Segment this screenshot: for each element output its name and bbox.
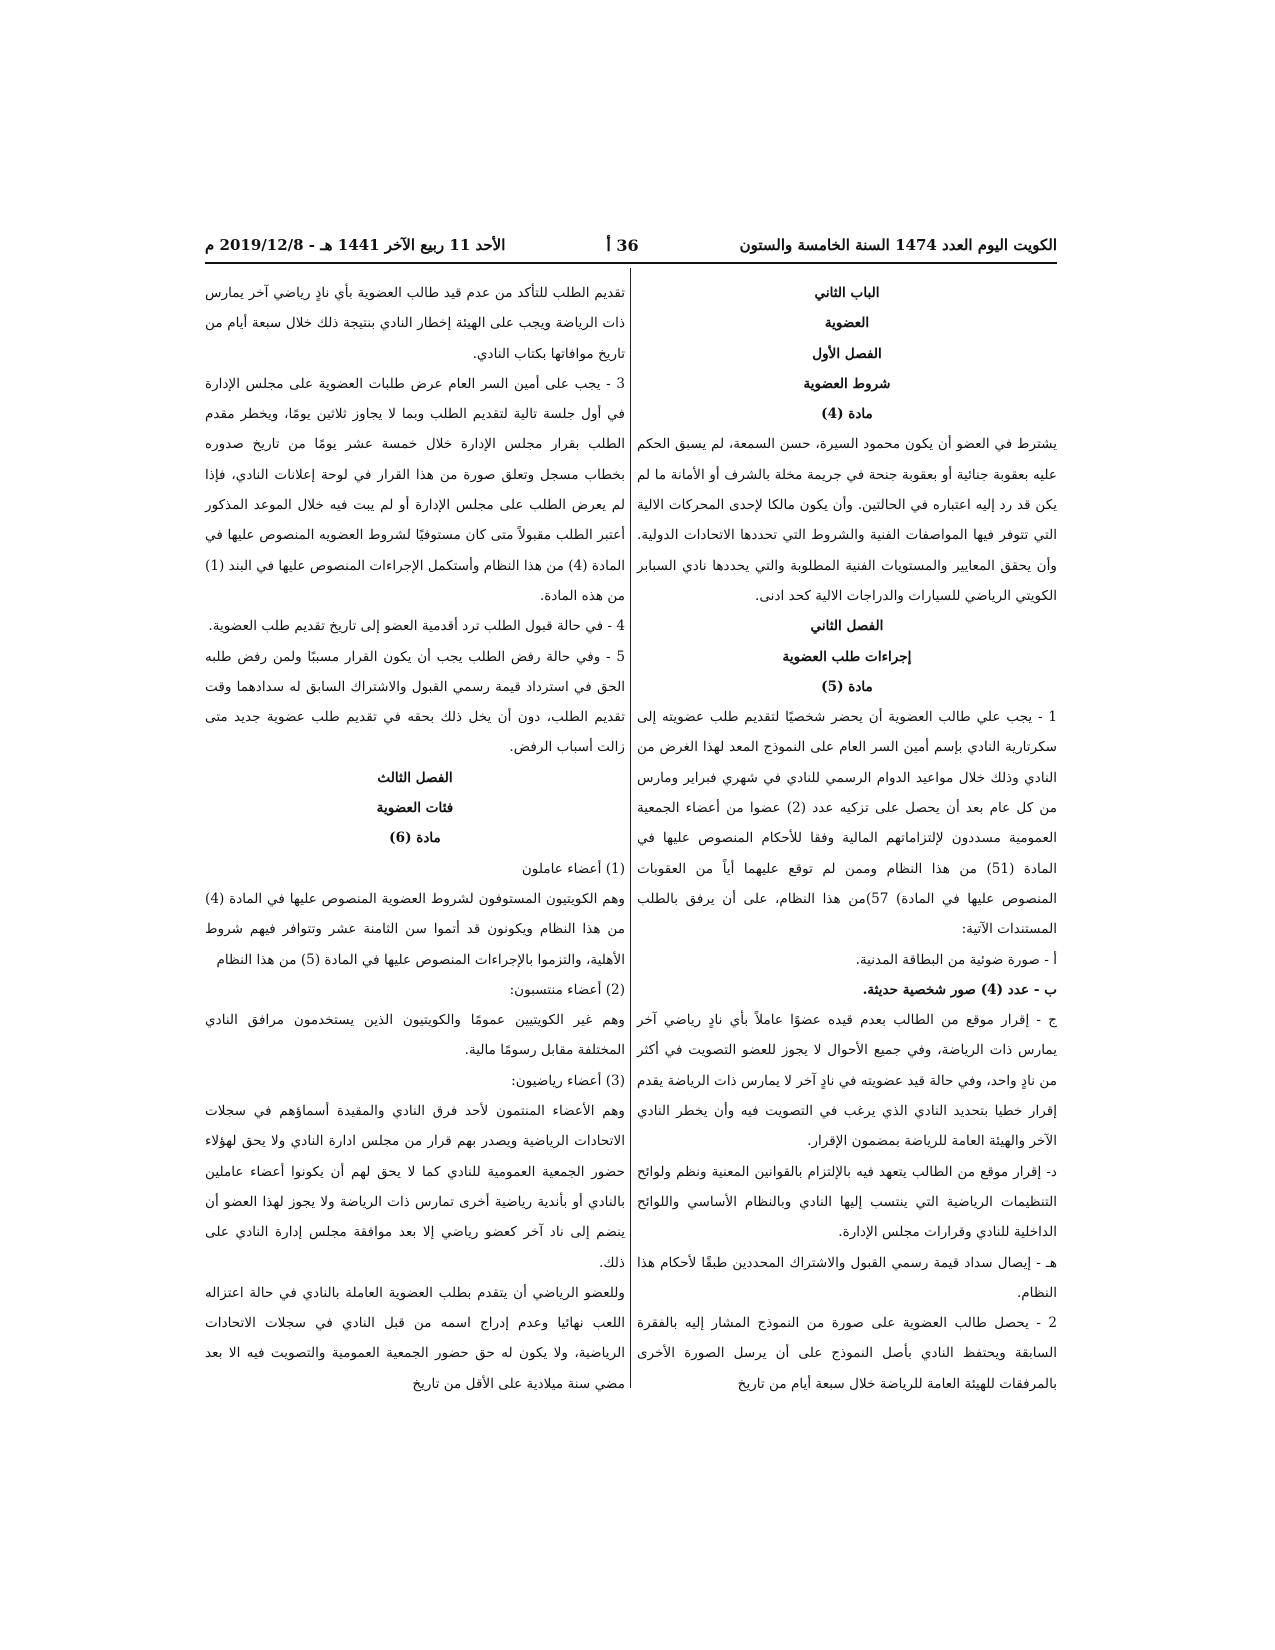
header-date: الأحد 11 ربيع الآخر 1441 هـ - 2019/12/8 م <box>205 236 506 254</box>
left-column-paragraph: وهم الكويتيون المستوفون لشروط العضوية المنصوص عليها في المادة (4) من هذا النظام ويكونون قد أتموا سن الثامنة عشر وتتوافر فيهم شروط الأهلية، والتزموا بالإجراءات المنصوص عليها في المادة (5) من هذا النظام <box>205 890 625 968</box>
right-column-paragraph: ج - إقرار موقع من الطالب بعدم قيده عضوًا عاملاً بأي نادٍ رياضي آخر يمارس ذات الرياضة، وفي جميع الأحوال لا يجوز للعضو التصويت في أكثر من نادٍ واحد، وفي حالة قيد عضويته في نادٍ آخر لا يمارس ذات الرياضة يقدم إقرار خطيا بتحديد النادي الذي يرغب في التصويت فيه وأن يخطر النادي الآخر والهيئة العامة للرياضة بمضمون الإقرار. <box>637 1012 1057 1150</box>
right-column-paragraph: أ - صورة ضوئية من البطاقة المدنية. <box>855 951 1057 968</box>
header-issue: الكويت اليوم العدد 1474 السنة الخامسة والستون <box>739 236 1057 254</box>
right-column-paragraph: شروط العضوية <box>803 375 891 392</box>
header-page-number: 36 أ <box>606 235 639 255</box>
right-column-paragraph: 1 - يجب علي طالب العضوية أن يحضر شخصيًا لتقديم طلب عضويته إلى سكرتارية النادي بإسم أمين السر العام على النموذج المعد لهذا الغرض من النادي وذلك خلال مواعيد الدوام الرسمي للنادي في شهري فبراير ومارس من كل عام بعد أن يحصل على تزكيه عدد (2) عضوا من أعضاء الجمعية العمومية مسددون لإلتزاماتهم المالية وفقا للأحكام المنصوص عليها في المادة (51) من هذا النظام وممن لم توقع عليهما أياً من العقوبات المنصوص عليها في المادة) 57)من هذا النظام، على أن يرفق بالطلب المستندات الآتية: <box>637 709 1057 938</box>
right-column-paragraph: هـ - إيصال سداد قيمة رسمي القبول والاشتراك المحددين طبقًا لأحكام هذا النظام. <box>637 1254 1057 1301</box>
right-column-paragraph: الفصل الثاني <box>810 618 884 635</box>
left-column-paragraph: مادة (6) <box>389 830 441 847</box>
left-column-paragraph: 3 - يجب على أمين السر العام عرض طلبات العضوية على مجلس الإدارة في أول جلسة تالية لتقديم الطلب وبما لا يجاوز ثلاثين يومًا، ويخطر مقدم الطلب بقرار مجلس الإدارة خلال خمسة عشر يومًا من تاريخ صدوره بخطاب مسجل وتعلق صورة من هذا القرار في لوحة إعلانات النادي، فإذا لم يعرض الطلب على مجلس الإدارة أو لم يبت فيه خلال الموعد المذكور أعتبر الطلب مقبولاً متى كان مستوفيًا لشروط العضويه المنصوص عليها في المادة (4) من هذا النظام وأستكمل الإجراءات المنصوص عليها في البند (1) من هذه المادة. <box>205 375 625 604</box>
left-column-paragraph: (2) أعضاء منتسبون: <box>509 981 625 998</box>
right-column-paragraph: العضوية <box>824 315 870 332</box>
left-column-paragraph: الفصل الثالث <box>377 769 453 786</box>
left-column-paragraph: (3) أعضاء رياضيون: <box>511 1072 625 1089</box>
column-divider <box>630 268 631 1388</box>
right-column-paragraph: يشترط في العضو أن يكون محمود السيرة، حسن السمعة، لم يسبق الحكم عليه بعقوبة جنائية أو بعقوبة جنحة في جريمة مخلة بالشرف أو الأمانة ما لم يكن قد رد إليه اعتباره في الحالتين. وأن يكون مالكا لإحدى المحركات الالية التي تتوفر فيها المواصفات الفنية والشروط التي تحددها الاتحادات الدولية. وأن يحقق المعايير والمستويات الفنية المطلوبة والتي يحددها نادي السبابر الكويتي الرياضي للسيارات والدراجات الالية كحد ادنى. <box>637 436 1057 604</box>
left-column-paragraph: 4 - في حالة قبول الطلب ترد أقدمية العضو إلى تاريخ تقديم طلب العضوية. <box>208 618 625 635</box>
right-column <box>637 278 1057 1399</box>
right-column-paragraph: 2 - يحصل طالب العضوية على صورة من النموذج المشار إليه بالفقرة السابقة ويحتفظ النادي بأصل النموذج على أن يرسل الصورة الأخرى بالمرفقات للهيئة العامة للرياضة خلال سبعة أيام من تاريخ <box>637 1315 1057 1392</box>
right-column-paragraph: مادة (5) <box>821 678 873 695</box>
right-column-paragraph: ب - عدد (4) صور شخصية حديثة. <box>862 981 1057 998</box>
left-column-paragraph: 5 - وفي حالة رفض الطلب يجب أن يكون القرار مسببًا ولمن رفض طلبه الحق في استرداد قيمة رسمي القبول والاشتراك السابق له سدادهما وقت تقديم الطلب، دون أن يخل ذلك بحقه في تقديم طلب عضوية جديد متى زالت أسباب الرفض. <box>205 648 625 756</box>
page-header <box>205 228 1057 264</box>
left-column-paragraph: وهم الأعضاء المنتمون لأحد فرق النادي والمقيدة أسماؤهم في سجلات الاتحادات الرياضية ويصدر بهم قرار من مجلس ادارة النادي ولا يحق لهؤلاء حضور الجمعية العمومية للنادي كما لا يحق لهم أن يكونوا أعضاء عاملين بالنادي أو بأندية رياضية أخرى تمارس ذات الرياضة ولا يجوز لهذا العضو أن ينضم إلى ناد آخر كعضو رياضي إلا بعد موافقة مجلس إدارة النادي على ذلك. <box>205 1103 625 1271</box>
right-column-paragraph: الباب الثاني <box>814 285 880 301</box>
right-column-paragraph: د- إقرار موقع من الطالب يتعهد فيه بالإلتزام بالقوانين المعنية ونظم ولوائح التنظيمات الرياضية التي ينتسب إليها النادي وبالنظام الأساسي واللوائح الداخلية للنادي وقرارات مجلس الإدارة. <box>637 1163 1057 1241</box>
left-column-paragraph: فئات العضوية <box>376 800 454 817</box>
left-column-paragraph: (1) أعضاء عاملون <box>521 860 625 877</box>
right-column-paragraph: إجراءات طلب العضوية <box>782 648 912 665</box>
left-column-paragraph: وللعضو الرياضي أن يتقدم بطلب العضوية العاملة بالنادي في حالة اعتزاله اللعب نهائيا وعدم إدراج اسمه من قبل النادي في سجلات الاتحادات الرياضية، ولا يكون له حق حضور الجمعية العمومية والتصويت فيه الا بعد مضي سنة ميلادية على الأقل من تاريخ <box>205 1284 625 1392</box>
left-column <box>205 278 625 1399</box>
right-column-paragraph: الفصل الأول <box>812 345 882 362</box>
left-column-paragraph: تقديم الطلب للتأكد من عدم قيد طالب العضوية بأي نادٍ رياضي آخر يمارس ذات الرياضة ويجب على الهيئة إخطار النادي بنتيجة ذلك خلال سبعة أيام من تاريخ موافاتها بكتاب النادي. <box>205 285 625 362</box>
left-column-paragraph: وهم غير الكويتيين عمومًا والكويتيون الذين يستخدمون مرافق النادي المختلفة مقابل رسومًا مالية. <box>205 1012 625 1059</box>
right-column-paragraph: مادة (4) <box>821 406 873 423</box>
